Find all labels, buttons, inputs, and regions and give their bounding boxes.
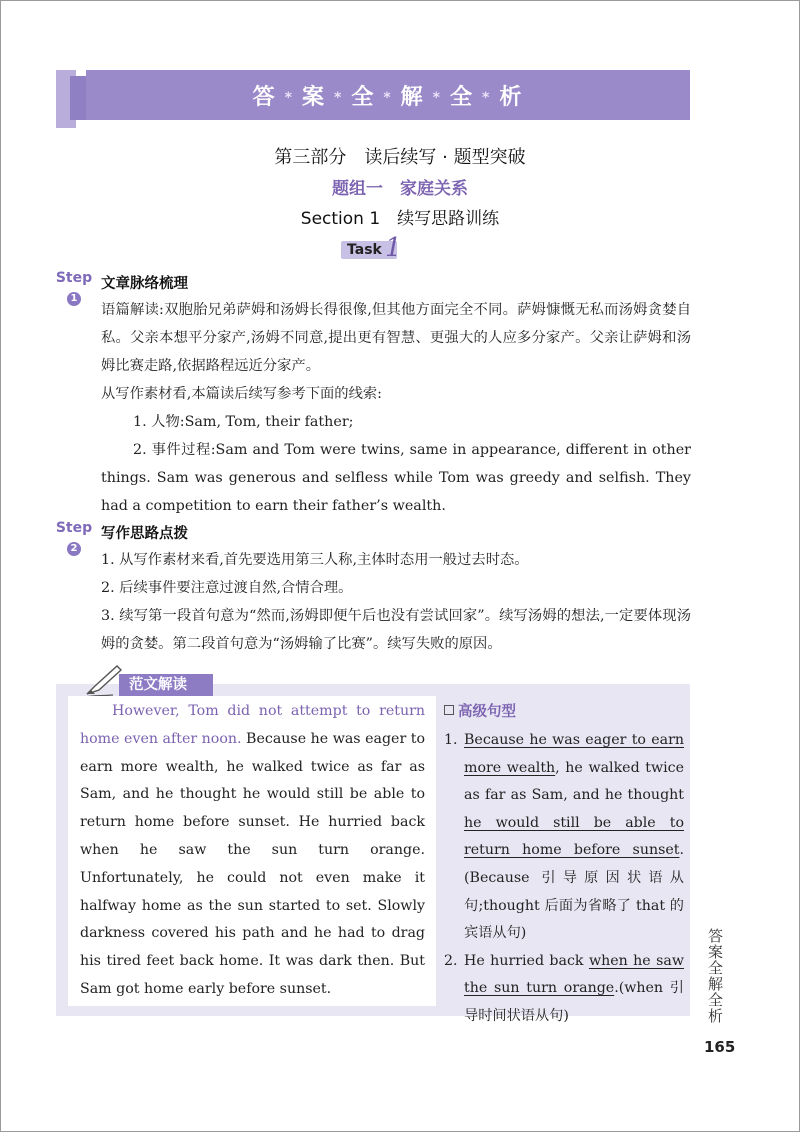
model-label: 范文解读 xyxy=(119,674,213,696)
writing-point: 2. 后续事件要注意过渡自然,合情合理。 xyxy=(101,580,353,596)
step-word: Step xyxy=(55,520,93,536)
advanced-title-text: 高级句型 xyxy=(458,704,516,720)
banner-char: 全 xyxy=(351,84,376,110)
advanced-sentences xyxy=(444,700,684,1031)
step-number: 2 xyxy=(67,542,81,556)
banner xyxy=(86,70,690,120)
step-2-marker xyxy=(54,520,94,556)
banner-separator: * xyxy=(432,89,442,106)
step-1-body xyxy=(101,296,691,520)
underlined-clause: when he saw the sun turn orange xyxy=(464,952,684,997)
item-text: , he walked twice as far as Sam, and he thought xyxy=(464,759,685,804)
summary-paragraph: 语篇解读:双胞胎兄弟萨姆和汤姆长得很像,但其他方面完全不同。萨姆慷慨无私而汤姆贪婪自私。父亲本想平分家产,汤姆不同意,提出更有智慧、更强大的人应多分家产。父亲让萨姆和汤姆比赛走路,依据路程远近分家产。 xyxy=(101,302,691,374)
banner-separator: * xyxy=(383,89,393,106)
essay-opening-sentence: However, Tom did not attempt to return home even after noon. xyxy=(80,703,425,747)
banner-char: 案 xyxy=(301,84,326,110)
group-heading: 题组一 家庭关系 xyxy=(332,179,468,199)
banner-char: 解 xyxy=(400,84,425,110)
banner-separator: * xyxy=(284,89,294,106)
underlined-clause: he would still be able to return home before sunset xyxy=(464,814,684,859)
model-tag xyxy=(83,664,223,698)
step-2-title: 写作思路点拨 xyxy=(101,526,188,542)
step-1-title: 文章脉络梳理 xyxy=(101,276,188,292)
essay-body: Because he was eager to earn more wealth, he walked twice as far as Sam, and he thought he would still be able to return home before sunset. He hurried back when he saw the sun turn orange. Unfortunately, he could not even make it halfway home as the sun started to set. Slowly darkness covered his path and he had to drag his tired feet back home. It was dark then. But Sam got home early before sunset. xyxy=(80,730,425,997)
step-word: Step xyxy=(55,270,93,286)
item-note: .(when 引导时间状语从句) xyxy=(464,980,684,1024)
item-text: He hurried back xyxy=(464,952,589,969)
banner-char: 析 xyxy=(499,84,524,110)
task-label: Task xyxy=(347,242,382,258)
banner-tab-shade xyxy=(70,76,86,120)
task-badge xyxy=(341,233,405,263)
writing-point: 3. 续写第一段首句意为“然而,汤姆即便午后也没有尝试回家”。续写汤姆的想法,一定要体现汤姆的贪婪。第二段首句意为“汤姆输了比赛”。续写失败的原因。 xyxy=(101,608,691,652)
advanced-title xyxy=(444,700,684,724)
side-label: 答案全解全析 xyxy=(706,928,724,1024)
step-number: 1 xyxy=(67,292,81,306)
square-bullet-icon xyxy=(444,705,454,715)
part-heading: 第三部分 读后续写 · 题型突破 xyxy=(274,147,526,168)
banner-char: 全 xyxy=(450,84,475,110)
clue-intro: 从写作素材看,本篇读后续写参考下面的线索: xyxy=(101,386,382,402)
item-number: 1. xyxy=(444,732,458,748)
banner-char: 答 xyxy=(252,84,277,110)
banner-separator: * xyxy=(333,89,344,106)
underlined-clause: Because he was eager to earn more wealth xyxy=(464,732,684,776)
section-heading: Section 1 续写思路训练 xyxy=(300,209,500,229)
writing-point: 1. 从写作素材来看,首先要选用第三人称,主体时态用一般过去时态。 xyxy=(101,552,529,568)
banner-separator: * xyxy=(482,89,492,106)
page-number: 165 xyxy=(704,1038,736,1056)
clue-1: 1. 人物:Sam, Tom, their father; xyxy=(133,414,354,430)
clue-2: 2. 事件过程:Sam and Tom were twins, same in appearance, different in other things. Sam was generous and selfless while Tom was greedy and selfish. They had a competition to earn their father’s wealth. xyxy=(101,442,691,514)
step-2-body xyxy=(101,546,691,658)
item-number: 2. xyxy=(444,952,458,969)
pen-icon xyxy=(83,664,123,698)
task-number: 1 xyxy=(385,233,402,263)
banner-title xyxy=(253,80,524,111)
step-1-marker xyxy=(54,270,94,306)
essay-paragraph xyxy=(80,698,425,1004)
item-note: .(Because 引导原因状语从句;thought 后面为省略了 that 的宾语从句) xyxy=(464,842,684,942)
advanced-item-1 xyxy=(444,727,684,948)
advanced-item-2 xyxy=(444,948,684,1031)
model-essay xyxy=(80,698,425,1004)
